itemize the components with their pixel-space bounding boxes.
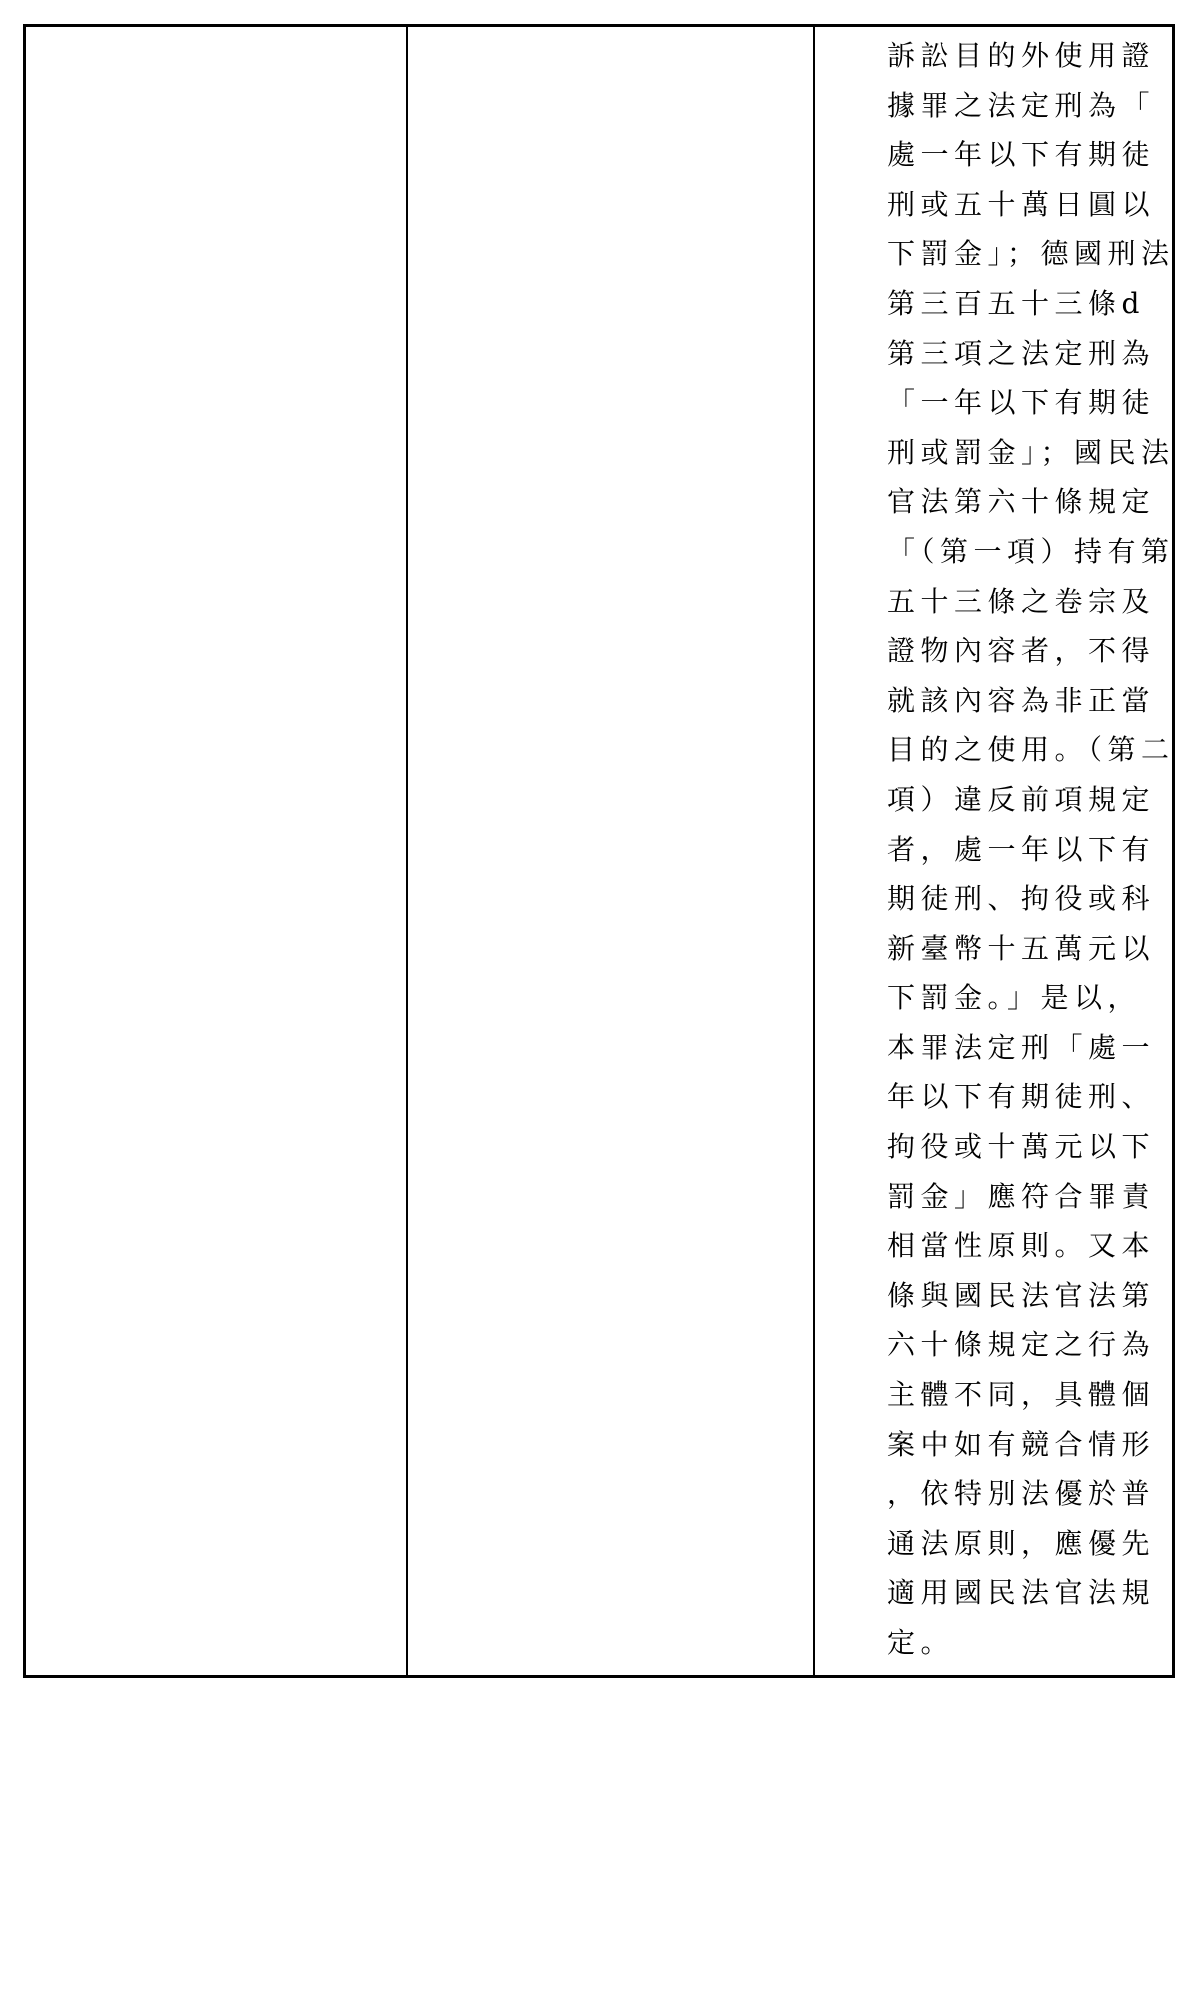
- text-line: 下罰金」；德國刑法: [887, 237, 1175, 271]
- text-line: 刑或五十萬日圓以: [887, 187, 1156, 221]
- text-line: 官法第六十條規定: [887, 485, 1156, 519]
- text-line: 項）違反前項規定: [887, 782, 1156, 816]
- table-cell-column-2: [407, 26, 814, 1677]
- text-line: 刑或罰金」；國民法: [887, 435, 1175, 469]
- text-line: 定。: [887, 1626, 955, 1659]
- text-line: 五十三條之卷宗及: [887, 584, 1156, 618]
- text-line: 相當性原則。又本: [887, 1229, 1156, 1263]
- text-line: 「一年以下有期徒: [887, 386, 1156, 420]
- text-line: 「（第一項）持有第: [887, 534, 1175, 568]
- text-line: 下罰金。」是以，: [887, 981, 1142, 1015]
- table-row: [25, 26, 1174, 1677]
- text-line: 者，處一年以下有: [887, 832, 1156, 866]
- text-line: 據罪之法定刑為「: [887, 88, 1156, 122]
- text-line: ，依特別法優於普: [887, 1477, 1156, 1511]
- text-line: 案中如有競合情形: [887, 1427, 1156, 1461]
- text-line: 罰金」應符合罪責: [887, 1179, 1156, 1213]
- text-line: 期徒刑、拘役或科: [887, 882, 1156, 916]
- text-line: 新臺幣十五萬元以: [887, 931, 1156, 965]
- text-line: 拘役或十萬元以下: [887, 1130, 1156, 1164]
- text-line: 主體不同，具體個: [887, 1378, 1156, 1412]
- table-cell-column-3: [814, 26, 1174, 1677]
- text-line: 通法原則，應優先: [887, 1526, 1156, 1560]
- text-line: 六十條規定之行為: [887, 1328, 1156, 1362]
- text-line: 證物內容者，不得: [887, 634, 1156, 668]
- text-line: 第三百五十三條d: [887, 286, 1145, 320]
- text-line: 本罪法定刑「處一: [887, 1030, 1156, 1064]
- text-line: 年以下有期徒刑、: [887, 1080, 1156, 1114]
- text-line: 第三項之法定刑為: [887, 336, 1156, 370]
- comparison-table: [23, 24, 1175, 1678]
- text-line: 適用國民法官法規: [887, 1576, 1156, 1610]
- text-line: 目的之使用。（第二: [887, 733, 1175, 767]
- text-line: 處一年以下有期徒: [887, 138, 1156, 172]
- text-line: 條與國民法官法第: [887, 1278, 1156, 1312]
- text-line: 訴訟目的外使用證: [887, 39, 1156, 72]
- explanation-text: [887, 31, 1175, 1668]
- text-line: 就該內容為非正當: [887, 683, 1156, 717]
- table-cell-column-1: [25, 26, 408, 1677]
